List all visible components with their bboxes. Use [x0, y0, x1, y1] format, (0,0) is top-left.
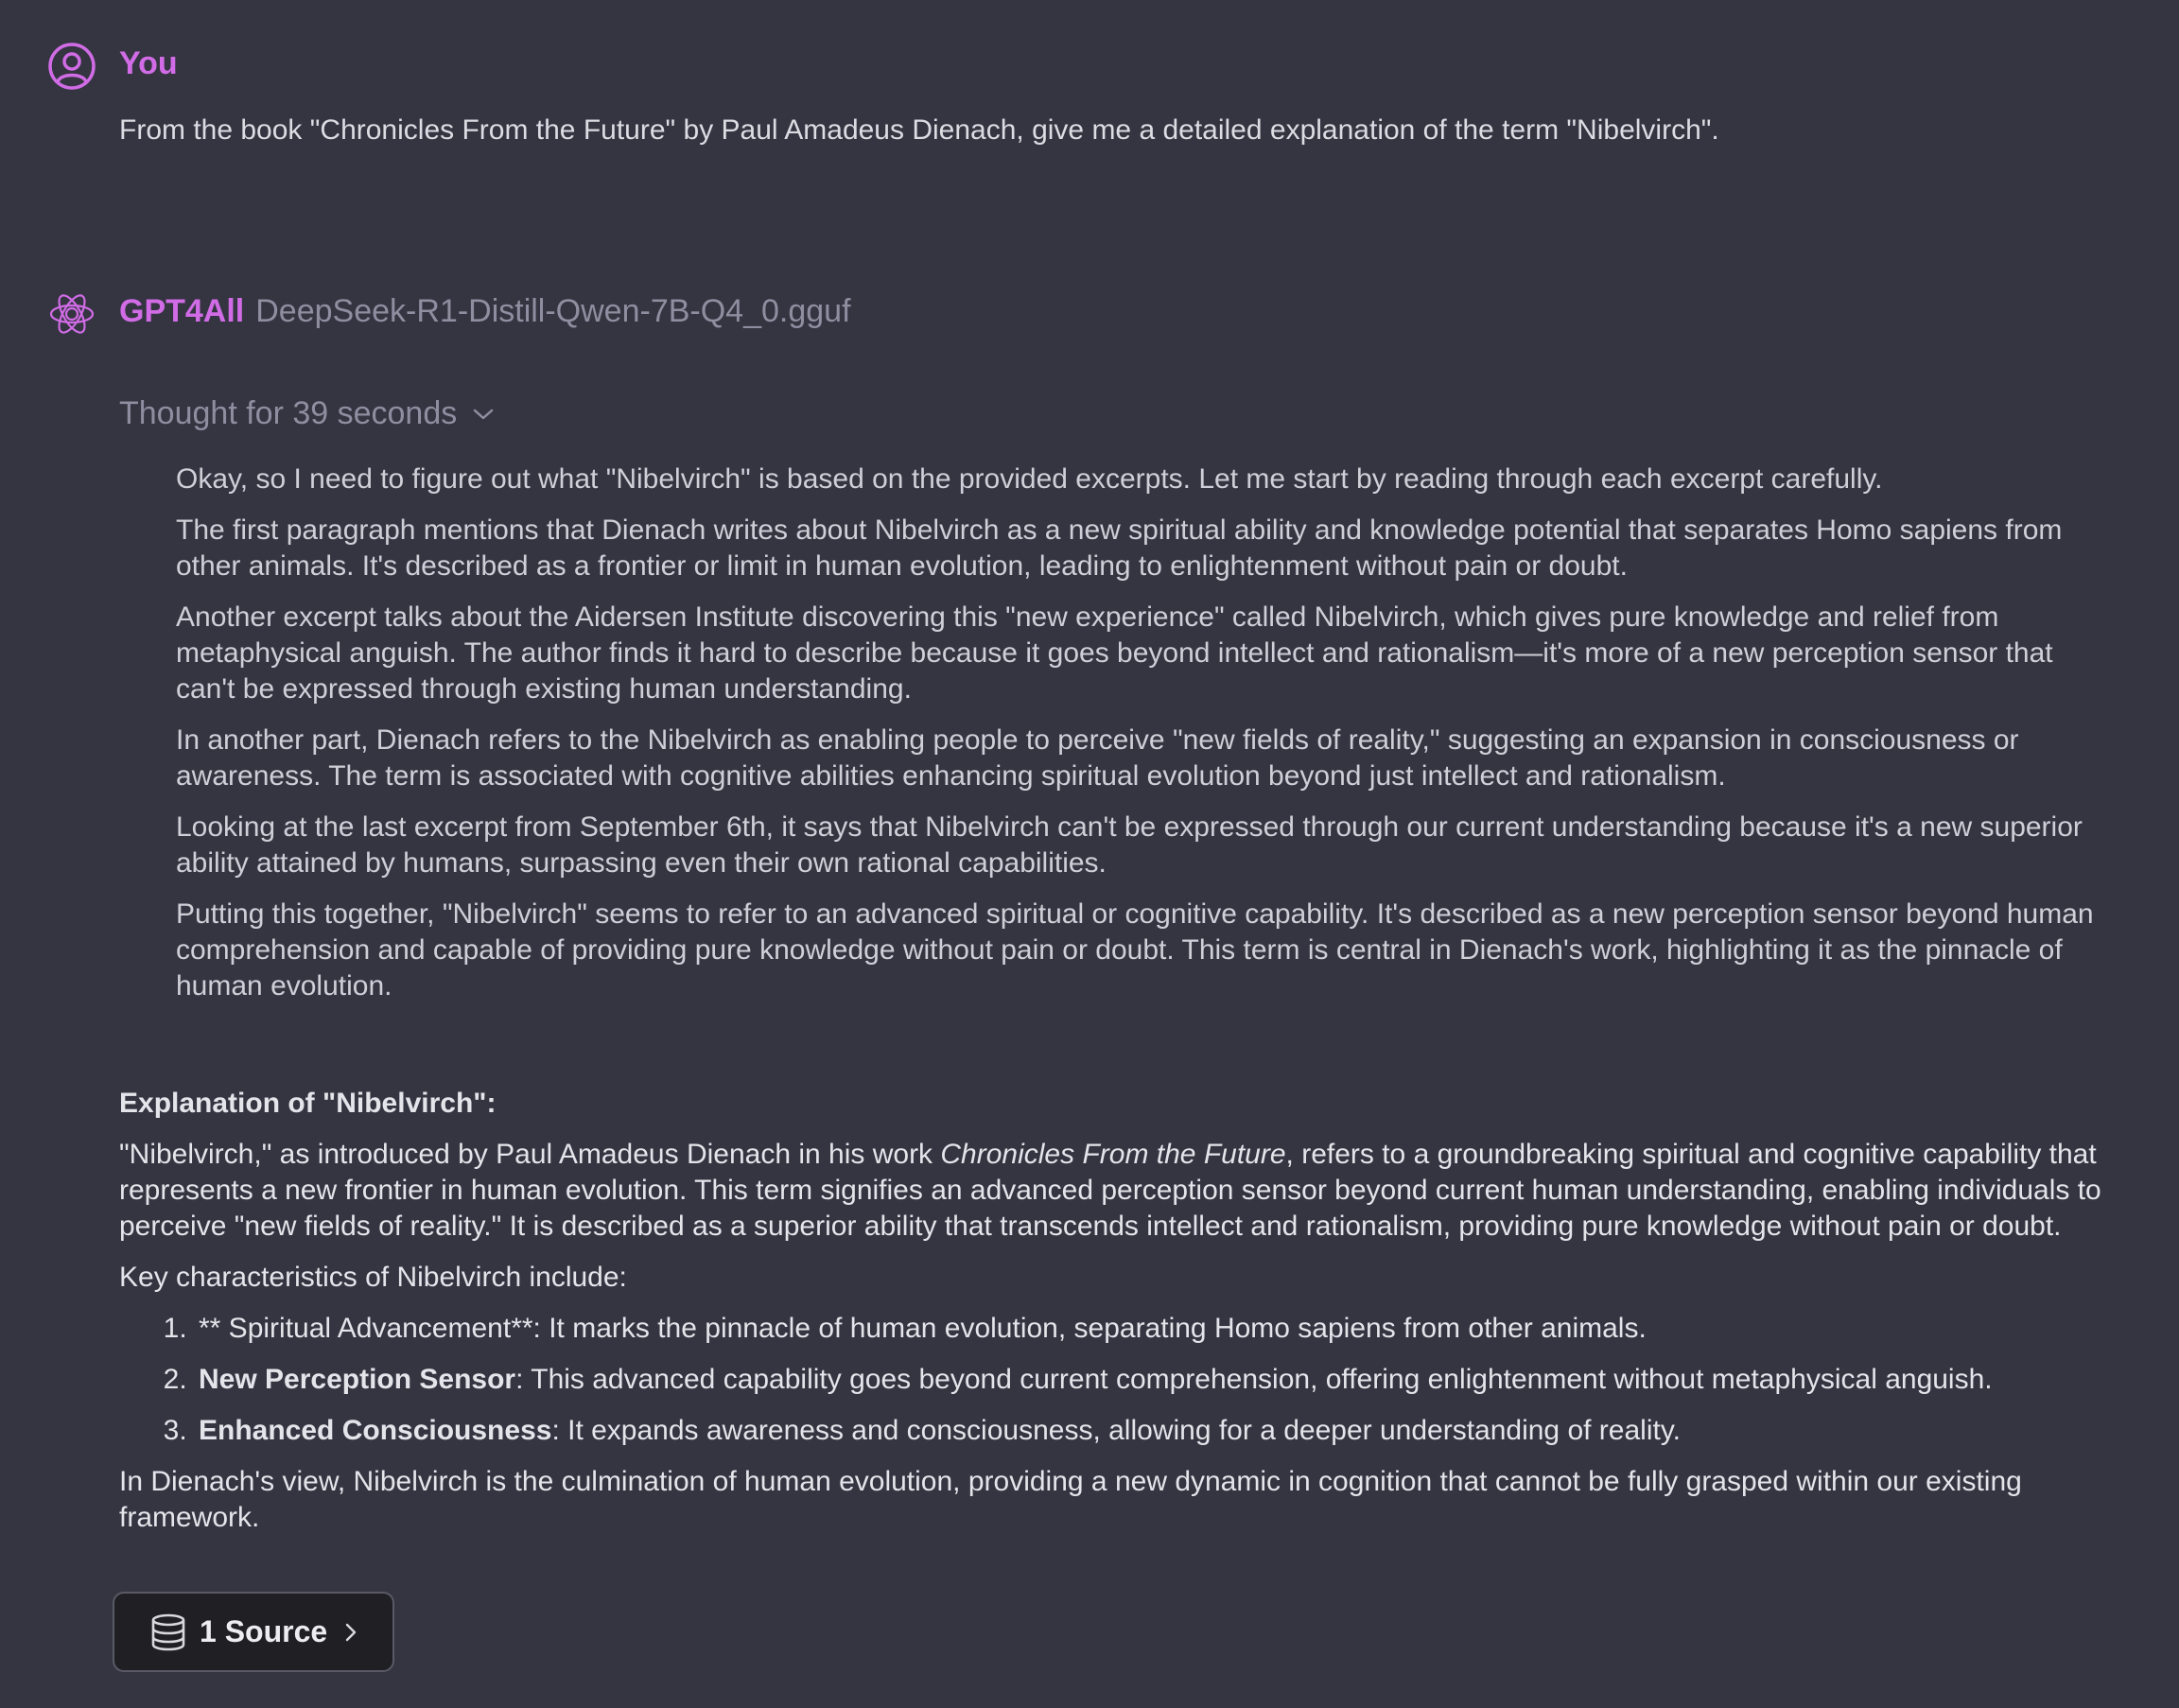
- answer-intro-part1: "Nibelvirch," as introduced by Paul Amadeus Dienach in his work: [119, 1139, 941, 1170]
- sources-button-label: 1 Source: [200, 1614, 328, 1648]
- thought-toggle-label: Thought for 39 seconds: [119, 395, 458, 431]
- list-item: [195, 1311, 2105, 1347]
- thinking-content: [176, 462, 2101, 1020]
- gpt4all-logo-icon: [47, 289, 96, 339]
- database-icon: [150, 1613, 186, 1651]
- user-circle-icon: [47, 42, 96, 91]
- characteristics-list: [119, 1311, 2105, 1449]
- thinking-paragraph: Looking at the last excerpt from September 6th, it says that Nibelvirch can't be expressed through our current understanding because it's a new superior ability attained by humans, surpassing even their own rational capabilities.: [176, 811, 2083, 879]
- answer-heading: Explanation of "Nibelvirch":: [119, 1088, 497, 1119]
- model-name: DeepSeek-R1-Distill-Qwen-7B-Q4_0.gguf: [255, 293, 851, 329]
- book-title: Chronicles From the Future: [940, 1139, 1286, 1170]
- list-item-bold: New Perception Sensor: [199, 1364, 516, 1395]
- chevron-right-icon: [344, 1622, 357, 1643]
- thinking-paragraph: Another excerpt talks about the Aidersen Institute discovering this "new experience" called Nibelvirch, which gives pure knowledge and relief from metaphysical anguish. The author finds it hard to describe because it goes beyond intellect and rationalism—it's more of a new perception sensor that can't be expressed through existing human understanding.: [176, 601, 2053, 705]
- thought-toggle[interactable]: [119, 395, 495, 432]
- list-item-bold: Enhanced Consciousness: [199, 1415, 552, 1446]
- list-intro: Key characteristics of Nibelvirch include:: [119, 1262, 627, 1293]
- user-message-header: [119, 45, 178, 82]
- list-item: [195, 1362, 2105, 1398]
- answer-intro: [119, 1137, 2105, 1245]
- thinking-paragraph: Putting this together, "Nibelvirch" seems to refer to an advanced spiritual or cognitive capability. It's described as a new perception sensor beyond human comprehension and capable of providing pure knowledge without pain or doubt. This term is central in Dienach's work, highlighting it as the pinnacle of human evolution.: [176, 898, 2094, 1002]
- sources-button[interactable]: [113, 1592, 394, 1672]
- answer-conclusion: In Dienach's view, Nibelvirch is the culmination of human evolution, providing a new dynamic in cognition that cannot be fully grasped within our existing framework.: [119, 1466, 2022, 1533]
- assistant-message-header: [119, 293, 851, 330]
- answer-content: [119, 1086, 2105, 1551]
- answer-intro-part2: , refers to a groundbreaking spiritual and cognitive capability that represents a new frontier in human evolution. This term signifies an advanced perception sensor beyond current human understanding, enabling individuals to perceive "new fields of reality." It is described as a superior ability that transcends intellect and rationalism, providing pure knowledge without pain or doubt.: [119, 1139, 2101, 1242]
- thinking-paragraph: The first paragraph mentions that Dienach writes about Nibelvirch as a new spiritual ability and knowledge potential that separates Homo sapiens from other animals. It's described as a frontier or limit in human evolution, leading to enlightenment without pain or doubt.: [176, 514, 2063, 582]
- list-item: [195, 1413, 2105, 1449]
- list-item-text: : This advanced capability goes beyond current comprehension, offering enlightenment without metaphysical anguish.: [515, 1364, 1993, 1395]
- user-message-text: From the book "Chronicles From the Future" by Paul Amadeus Dienach, give me a detailed explanation of the term "Nibelvirch".: [119, 114, 1719, 146]
- list-item-text: ** Spiritual Advancement**: It marks the pinnacle of human evolution, separating Homo sapiens from other animals.: [199, 1313, 1647, 1344]
- assistant-author-name: GPT4All: [119, 293, 245, 329]
- thinking-paragraph: In another part, Dienach refers to the Nibelvirch as enabling people to perceive "new fields of reality," suggesting an expansion in consciousness or awareness. The term is associated with cognitive abilities enhancing spiritual evolution beyond just intellect and rationalism.: [176, 724, 2019, 792]
- thinking-paragraph: Okay, so I need to figure out what "Nibelvirch" is based on the provided excerpts. Let me start by reading through each excerpt carefully.: [176, 463, 1883, 495]
- list-item-text: : It expands awareness and consciousness, allowing for a deeper understanding of reality.: [551, 1415, 1681, 1446]
- user-author-name: You: [119, 45, 178, 81]
- chevron-down-icon: [472, 407, 495, 422]
